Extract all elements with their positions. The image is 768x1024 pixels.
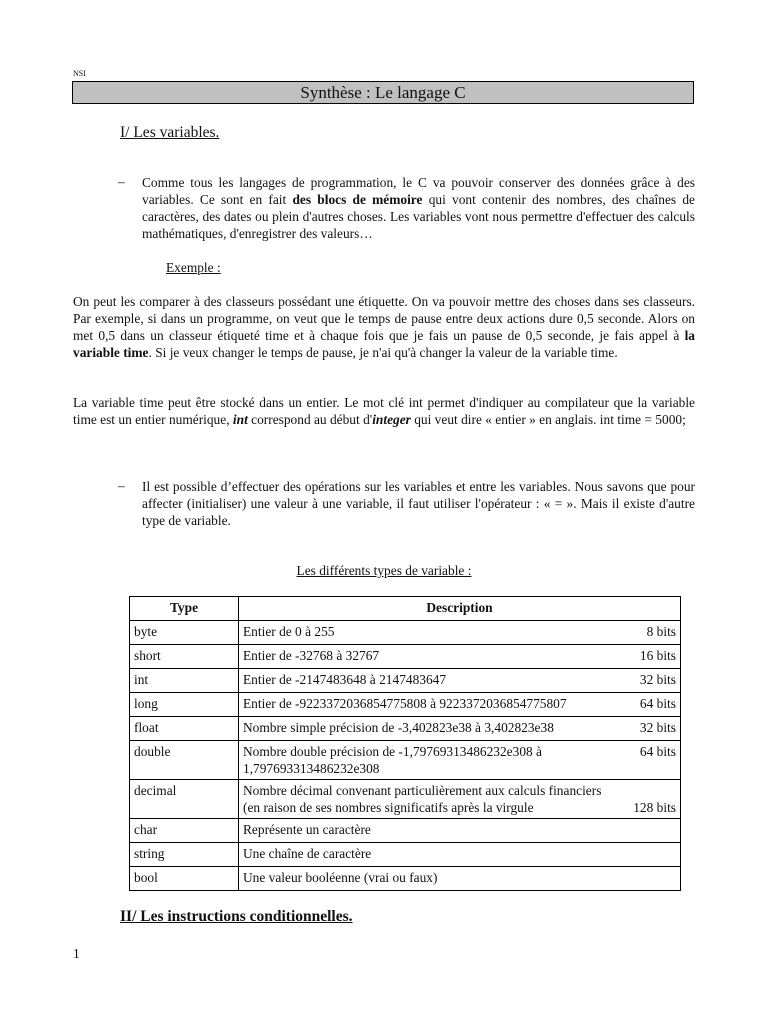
description-cell: Entier de -9223372036854775808 à 9223372036854775807 64 bits xyxy=(239,693,681,717)
description-cell: Nombre décimal convenant particulièrement aux calculs financiers (en raison de ses nombres significatifs après la virgule 128 bits xyxy=(239,780,681,819)
type-cell: double xyxy=(130,741,239,780)
table-row xyxy=(130,780,681,819)
page-title: Synthèse : Le langage C xyxy=(72,81,694,104)
table-row xyxy=(130,717,681,741)
bullet2-text: Il est possible d’effectuer des opérations sur les variables et entre les variables. Nous savons que pour affecter (initialiser) une valeur à une variable, il faut utiliser l'opérateur : « = ». Mais il existe d'autre type de variable. xyxy=(142,479,695,528)
table-row xyxy=(130,867,681,891)
description-cell: Une valeur booléenne (vrai ou faux) xyxy=(239,867,681,891)
description-cell: Nombre simple précision de -3,402823e38 à 3,402823e38 32 bits xyxy=(239,717,681,741)
type-cell: decimal xyxy=(130,780,239,819)
type-cell: bool xyxy=(130,867,239,891)
description-cell: Entier de -2147483648 à 2147483647 32 bits xyxy=(239,669,681,693)
table-row xyxy=(130,693,681,717)
header-description: Description xyxy=(239,597,681,621)
type-cell: short xyxy=(130,645,239,669)
paragraph-int: La variable time peut être stocké dans un entier. Le mot clé int permet d'indiquer au compilateur que la variable time est un entier numérique, int correspond au début d'integer qui veut dire « entier » en anglais. int time = 5000; xyxy=(73,395,695,427)
table-row xyxy=(130,645,681,669)
type-cell: char xyxy=(130,819,239,843)
type-cell: float xyxy=(130,717,239,741)
table-row xyxy=(130,741,681,780)
types-table xyxy=(129,596,681,891)
page-number: 1 xyxy=(73,946,80,961)
bullet-marker: – xyxy=(118,174,125,189)
bullet-marker: – xyxy=(118,478,125,493)
description-cell: Représente un caractère xyxy=(239,819,681,843)
paragraph-classeurs: On peut les comparer à des classeurs possédant une étiquette. On va pouvoir mettre des choses dans ses classeurs. Par exemple, si dans un programme, on veut que le temps de pause entre deux actions dure 0,5 seconde. Alors on met 0,5 dans un classeur étiqueté time et à chaque fois que je fais un pause de 0,5 seconde, je fais appel à la variable time. Si je veux changer le temps de pause, je n'ai qu'à changer la valeur de la variable time. xyxy=(73,294,695,360)
type-cell: string xyxy=(130,843,239,867)
description-cell: Entier de -32768 à 32767 16 bits xyxy=(239,645,681,669)
header-type: Type xyxy=(130,597,239,621)
table-row xyxy=(130,669,681,693)
example-label: Exemple : xyxy=(166,260,221,275)
bullet1-text: Comme tous les langages de programmation, le C va pouvoir conserver des données grâce à des variables. Ce sont en fait des blocs de mémoire qui vont contenir des nombres, des chaînes de caractères, des dates ou plein d'autres choses. Les variables vont nous permettre d'effectuer des calculs mathématiques, d'enregistrer des valeurs… xyxy=(142,175,695,241)
table-header-row xyxy=(130,597,681,621)
table-caption: Les différents types de variable : xyxy=(296,563,472,578)
header-tag: NSI xyxy=(73,69,86,78)
description-cell: Nombre double précision de -1,79769313486232e308 à 64 bits 1,797693313486232e308 xyxy=(239,741,681,780)
table-row xyxy=(130,819,681,843)
table-row xyxy=(130,843,681,867)
section1-heading: I/ Les variables. xyxy=(120,124,220,141)
section2-heading: II/ Les instructions conditionnelles. xyxy=(120,908,353,925)
table-row xyxy=(130,621,681,645)
description-cell: Entier de 0 à 255 8 bits xyxy=(239,621,681,645)
description-cell: Une chaîne de caractère xyxy=(239,843,681,867)
type-cell: int xyxy=(130,669,239,693)
type-cell: byte xyxy=(130,621,239,645)
type-cell: long xyxy=(130,693,239,717)
